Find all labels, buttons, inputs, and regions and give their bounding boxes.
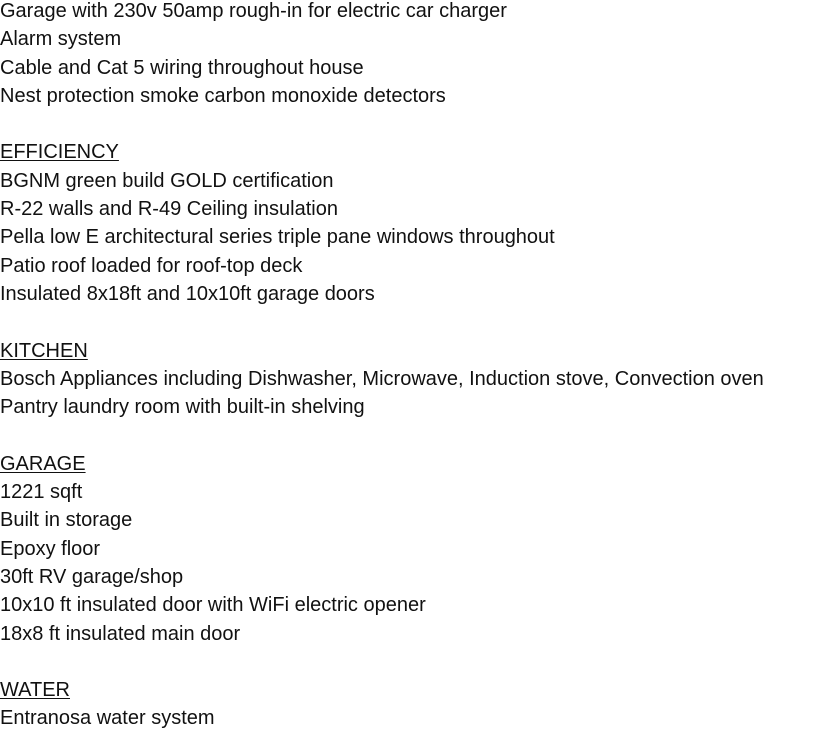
list-item: Pella low E architectural series triple pane windows throughout [0, 226, 555, 249]
list-item: Pantry laundry room with built-in shelving [0, 396, 365, 419]
list-item: Entranosa water system [0, 707, 215, 730]
garage-section [0, 450, 814, 648]
list-item: 1221 sqft [0, 481, 83, 504]
list-item: Built in storage [0, 509, 133, 532]
list-item: Insulated 8x18ft and 10x10ft garage doors [0, 282, 375, 305]
spacer [0, 308, 814, 336]
list-item: Bosch Appliances including Dishwasher, Microwave, Induction stove, Convection oven [0, 367, 764, 390]
section-heading-garage: GARAGE [0, 452, 86, 475]
list-item: R-22 walls and R-49 Ceiling insulation [0, 198, 338, 221]
list-item: 30ft RV garage/shop [0, 565, 184, 588]
water-section [0, 676, 814, 733]
list-item: Nest protection smoke carbon monoxide detectors [0, 84, 446, 107]
list-item: Cable and Cat 5 wiring throughout house [0, 56, 364, 79]
section-heading-kitchen: KITCHEN [0, 339, 88, 362]
list-item: 10x10 ft insulated door with WiFi electric opener [0, 594, 426, 617]
list-item: Alarm system [0, 28, 122, 51]
spacer [0, 421, 814, 449]
efficiency-section [0, 138, 814, 308]
spacer [0, 648, 814, 676]
list-item: 18x8 ft insulated main door [0, 622, 241, 645]
spacer [0, 110, 814, 138]
section-heading-efficiency: EFFICIENCY [0, 141, 119, 164]
list-item: Epoxy floor [0, 537, 101, 560]
list-item: Garage with 230v 50amp rough-in for electric car charger [0, 0, 507, 22]
list-item: Patio roof loaded for roof-top deck [0, 254, 303, 277]
features-section [0, 0, 814, 110]
list-item: BGNM green build GOLD certification [0, 169, 334, 192]
section-heading-water: WATER [0, 679, 70, 702]
kitchen-section [0, 337, 814, 422]
